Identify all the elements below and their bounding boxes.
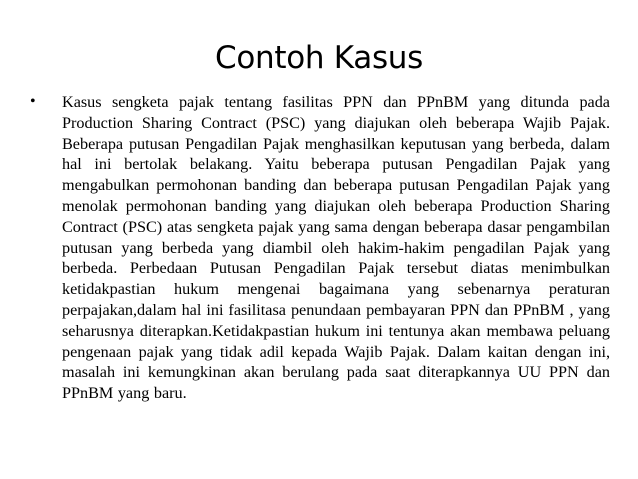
slide-title: Contoh Kasus [214,40,423,76]
bullet-text: Kasus sengketa pajak tentang fasilitas PPN dan PPnBM yang ditunda pada Production Sharing Contract (PSC) yang diajukan oleh beberapa Wajib Pajak. Beberapa putusan Pengadilan Pajak menghasilkan keputusan yang berbeda, dalam hal ini bertolak belakang. Yaitu beberapa putusan Pengadilan Pajak yang mengabulkan permohonan banding dan beberapa putusan Pengadilan Pajak yang menolak permohonan banding yang diajukan oleh beberapa Production Sharing Contract (PSC) atas sengketa pajak yang sama dengan beberapa dasar pengambilan putusan yang berbeda yang diambil oleh hakim-hakim pengadilan Pajak yang berbeda. Perbedaan Putusan Pengadilan Pajak tersebut diatas menimbulkan ketidakpastian hukum mengenai bagaimana yang sebenarnya peraturan perpajakan,dalam hal ini fasilitasa penundaan pembayaran PPN dan PPnBM , yang seharusnya diterapkan.Ketidakpastian hukum ini tentunya akan membawa peluang pengenaan pajak yang tidak adil kepada Wajib Pajak. Dalam kaitan dengan ini, masalah ini kemungkinan akan berulang pada saat diterapkannya UU PPN dan PPnBM yang baru. [62,93,610,403]
bullet-marker: • [30,93,36,110]
